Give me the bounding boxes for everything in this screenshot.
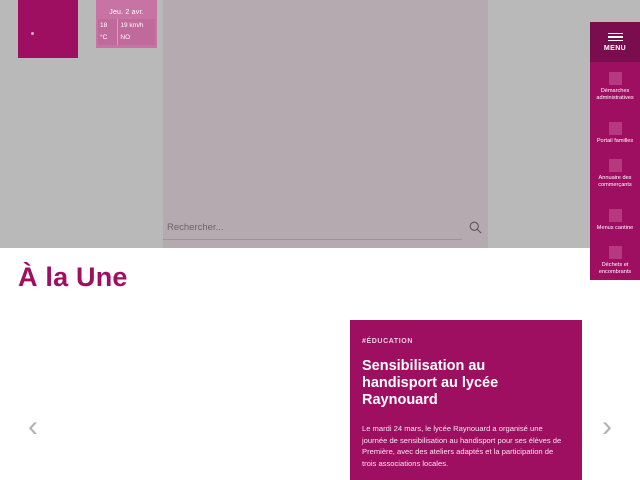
weather-temperature: 18 °C [98, 19, 117, 45]
news-card-tag: #ÉDUCATION [362, 338, 413, 345]
plate-icon [609, 209, 622, 222]
sidebar-item-label: Annuaire des commerçants [598, 174, 632, 188]
brand-logo-block[interactable] [18, 0, 78, 58]
search-button[interactable] [462, 218, 488, 240]
hero-banner-image [163, 0, 488, 248]
brand-dot-icon [31, 32, 34, 35]
carousel-next-icon[interactable]: › [602, 410, 612, 443]
search-input[interactable] [163, 218, 462, 240]
document-icon [609, 72, 622, 85]
sidebar-item-label: Portail familles [596, 138, 634, 145]
menu-button-label: MENU [603, 44, 627, 52]
sidebar-item-annuaire-des-commercants[interactable] [590, 149, 640, 193]
news-card-title: Sensibilisation au handisport au lycée Raynouard [362, 358, 499, 408]
shop-icon [609, 159, 622, 172]
sidebar-item-dechets-et-encombrants[interactable] [590, 236, 640, 280]
sidebar-item-menus-cantine[interactable] [590, 193, 640, 237]
weather-wind: 19 km/h NO [117, 19, 155, 45]
side-shortcuts-panel [590, 62, 640, 280]
sidebar-item-label: Démarches administratives [596, 87, 634, 101]
trash-icon [609, 246, 622, 259]
weather-widget[interactable] [96, 0, 157, 48]
menu-button[interactable] [590, 22, 640, 62]
hamburger-icon [608, 33, 623, 42]
page-title: À la Une [18, 262, 128, 292]
weather-date: Jeu. 2 avr. [109, 9, 144, 16]
sidebar-item-demarches-administratives[interactable] [590, 62, 640, 106]
weather-values [96, 19, 157, 45]
family-icon [609, 122, 622, 135]
search-icon [468, 220, 483, 238]
sidebar-item-portail-familles[interactable] [590, 106, 640, 150]
search-bar [163, 217, 488, 241]
news-card[interactable] [350, 320, 582, 480]
sidebar-item-label: Déchets et encombrants [598, 261, 632, 275]
sidebar-item-label: Menus cantine [596, 225, 634, 232]
news-card-body: Le mardi 24 mars, le lycée Raynouard a organisé une journée de sensibilisation au handisport pour ses élèves de Première, avec des ateliers adaptés et la participation de trois associations locales. [362, 424, 562, 468]
carousel-prev-icon[interactable]: ‹ [28, 410, 38, 443]
